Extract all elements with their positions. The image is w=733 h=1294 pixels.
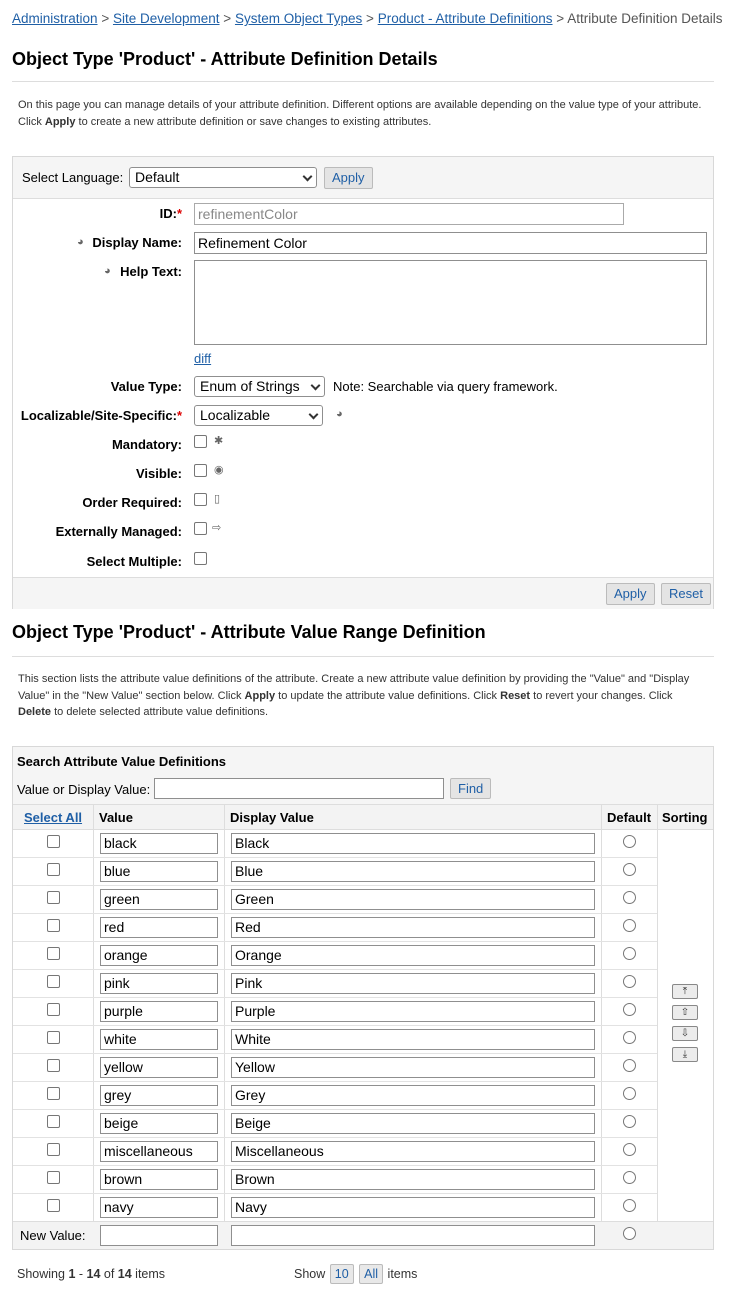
help-text-label: Help Text: — [120, 264, 182, 279]
row-divider — [13, 1193, 657, 1194]
reset-button[interactable]: Reset — [661, 583, 711, 605]
new-value-input[interactable] — [100, 1225, 218, 1246]
mandatory-checkbox[interactable] — [194, 435, 207, 448]
display-value-input[interactable]: Purple — [231, 1001, 595, 1022]
value-input[interactable]: brown — [100, 1169, 218, 1190]
display-value-input[interactable]: Navy — [231, 1197, 595, 1218]
description-bold: Apply — [44, 115, 76, 128]
display-value-input[interactable]: Miscellaneous — [231, 1141, 595, 1162]
value-input[interactable]: pink — [100, 973, 218, 994]
description-text: to create a new attribute definition or save changes to existing attributes. — [75, 115, 432, 128]
select-multiple-label: Select Multiple: — [86, 554, 182, 569]
row-divider — [13, 969, 657, 970]
row-select-checkbox[interactable] — [47, 863, 60, 876]
id-label — [160, 206, 182, 221]
value-type-label: Value Type: — [110, 379, 182, 394]
page-size-control — [294, 1264, 417, 1284]
row-select-checkbox[interactable] — [47, 919, 60, 932]
row-divider — [13, 1165, 657, 1166]
externally-managed-checkbox[interactable] — [194, 522, 207, 535]
required-mark: * — [176, 408, 182, 423]
description-bold: Reset — [500, 689, 531, 702]
default-radio[interactable] — [623, 1059, 636, 1072]
globe-icon: ◕ — [336, 408, 343, 420]
display-value-input[interactable]: Black — [231, 833, 595, 854]
default-radio[interactable] — [623, 891, 636, 904]
select-multiple-checkbox[interactable] — [194, 552, 207, 565]
id-label-text: ID: — [159, 206, 177, 221]
showing-text: Showing — [17, 1267, 69, 1281]
row-divider — [13, 913, 657, 914]
chevron-down-icon — [303, 172, 313, 182]
display-value-input[interactable]: Pink — [231, 973, 595, 994]
value-input[interactable]: grey — [100, 1085, 218, 1106]
range-divider — [12, 656, 714, 657]
localizable-select[interactable] — [194, 405, 323, 426]
visible-label: Visible: — [135, 466, 182, 481]
move-top-icon: ⤒ — [682, 986, 688, 997]
description-text: to delete selected attribute value definitions. — [51, 706, 269, 718]
row-divider — [13, 941, 657, 942]
new-value-label: New Value: — [20, 1228, 86, 1243]
search-label: Value or Display Value: — [17, 782, 151, 797]
display-value-input[interactable]: Yellow — [231, 1057, 595, 1078]
externally-managed-label: Externally Managed: — [55, 524, 182, 539]
range-description — [18, 671, 708, 721]
value-input[interactable]: blue — [100, 861, 218, 882]
column-header-default: Default — [607, 810, 652, 825]
column-divider — [93, 805, 94, 1249]
row-divider — [13, 1025, 657, 1026]
page-size-10-button[interactable]: 10 — [330, 1264, 354, 1284]
order-icon: ▯ — [214, 493, 221, 505]
eye-icon: ◉ — [214, 464, 224, 476]
search-section — [13, 747, 713, 805]
breadcrumb-separator: > — [101, 11, 110, 26]
order-required-label: Order Required: — [82, 495, 182, 510]
mandatory-label: Mandatory: — [111, 437, 182, 452]
default-radio[interactable] — [623, 1199, 636, 1212]
default-radio[interactable] — [623, 1115, 636, 1128]
value-type-note: Note: Searchable via query framework. — [333, 379, 558, 394]
display-value-input[interactable]: Grey — [231, 1085, 595, 1106]
description-text: This section lists the attribute value definitions of the attribute. Create a new attribute value definition by providing the "Value" and "Display Value" in the "New Value" section below. Click — [18, 673, 690, 702]
localizable-select-value: Localizable — [200, 407, 271, 423]
page-title: Object Type 'Product' - Attribute Definition Details — [12, 49, 438, 69]
value-input[interactable]: navy — [100, 1197, 218, 1218]
description-text: to revert your changes. Click — [530, 689, 673, 702]
value-type-select[interactable] — [194, 376, 325, 397]
display-value-input[interactable]: Brown — [231, 1169, 595, 1190]
search-title: Search Attribute Value Definitions — [17, 754, 227, 769]
language-select-value: Default — [135, 169, 180, 185]
description-bold: Delete — [18, 706, 52, 718]
details-description — [18, 97, 708, 130]
display-name-input[interactable]: Refinement Color — [194, 232, 707, 254]
display-value-input[interactable]: Orange — [231, 945, 595, 966]
default-radio[interactable] — [623, 947, 636, 960]
breadcrumb-administration[interactable]: Administration — [12, 11, 98, 26]
value-type-select-value: Enum of Strings — [200, 378, 300, 394]
display-value-input[interactable]: Blue — [231, 861, 595, 882]
value-input[interactable]: green — [100, 889, 218, 910]
range-title: Object Type 'Product' - Attribute Value Range Definition — [12, 622, 486, 642]
title-divider — [12, 81, 714, 82]
language-label: Select Language: — [22, 170, 124, 185]
default-radio[interactable] — [623, 1003, 636, 1016]
range-to: 14 — [86, 1267, 101, 1281]
display-value-input[interactable]: Red — [231, 917, 595, 938]
arrow-up-icon: ⇧ — [680, 1007, 690, 1018]
default-radio[interactable] — [623, 1171, 636, 1184]
breadcrumb-current: Attribute Definition Details — [567, 11, 723, 26]
row-select-checkbox[interactable] — [47, 1115, 60, 1128]
show-text: Show — [294, 1267, 326, 1281]
column-header-display-value: Display Value — [230, 810, 314, 825]
details-button-bar — [13, 577, 713, 609]
localizable-label — [21, 408, 182, 423]
move-bottom-icon: ⤓ — [682, 1049, 688, 1060]
items-suffix: items — [387, 1267, 418, 1281]
move-down-button[interactable] — [672, 1026, 698, 1041]
search-input[interactable] — [154, 778, 444, 799]
breadcrumb-separator: > — [366, 11, 374, 26]
breadcrumb-attribute-definitions[interactable]: Product - Attribute Definitions — [377, 11, 553, 26]
value-input[interactable]: yellow — [100, 1057, 218, 1078]
diff-link[interactable]: diff — [194, 351, 212, 366]
row-divider — [13, 1053, 657, 1054]
description-text: to update the attribute value definitions. Click — [275, 689, 501, 702]
apply-button[interactable]: Apply — [606, 583, 655, 605]
visible-checkbox[interactable] — [194, 464, 207, 477]
default-radio[interactable] — [623, 1031, 636, 1044]
row-divider — [13, 857, 657, 858]
range-from: 1 — [68, 1267, 76, 1281]
value-input[interactable]: purple — [100, 1001, 218, 1022]
row-select-checkbox[interactable] — [47, 1003, 60, 1016]
globe-icon: ◕ — [104, 265, 111, 277]
value-input[interactable]: beige — [100, 1113, 218, 1134]
value-input[interactable]: orange — [100, 945, 218, 966]
default-radio[interactable] — [623, 919, 636, 932]
row-divider — [13, 885, 657, 886]
new-display-value-input[interactable] — [231, 1225, 595, 1246]
id-input[interactable]: refinementColor — [194, 203, 624, 225]
globe-icon: ◕ — [77, 236, 84, 248]
items-text: items — [131, 1267, 166, 1281]
move-bottom-button[interactable] — [672, 1047, 698, 1062]
display-name-label: Display Name: — [92, 235, 182, 250]
default-radio[interactable] — [623, 1087, 636, 1100]
column-header-value: Value — [99, 810, 133, 825]
breadcrumb-separator: > — [223, 11, 232, 26]
breadcrumb — [12, 11, 727, 26]
row-select-checkbox[interactable] — [47, 891, 60, 904]
row-divider — [13, 1109, 657, 1110]
column-divider — [224, 805, 225, 1249]
breadcrumb-separator: > — [556, 11, 565, 26]
required-mark: * — [176, 206, 182, 221]
page-size-all-button[interactable]: All — [359, 1264, 383, 1284]
breadcrumb-site-development[interactable]: Site Development — [112, 11, 220, 26]
range-separator: - — [75, 1267, 87, 1281]
default-radio[interactable] — [623, 975, 636, 988]
new-default-radio[interactable] — [623, 1227, 636, 1240]
move-up-button[interactable] — [672, 1005, 698, 1020]
select-all-link[interactable]: Select All — [24, 810, 83, 825]
value-input[interactable]: white — [100, 1029, 218, 1050]
help-text-textarea[interactable] — [194, 260, 707, 345]
row-select-checkbox[interactable] — [47, 1087, 60, 1100]
display-value-input[interactable]: White — [231, 1029, 595, 1050]
find-button[interactable]: Find — [450, 778, 491, 799]
default-radio[interactable] — [623, 863, 636, 876]
row-select-checkbox[interactable] — [47, 975, 60, 988]
breadcrumb-system-object-types[interactable]: System Object Types — [234, 11, 363, 26]
pagination-summary — [17, 1267, 165, 1281]
row-select-checkbox[interactable] — [47, 835, 60, 848]
of-text: of — [100, 1267, 118, 1281]
asterisk-icon: ✱ — [214, 435, 224, 447]
localizable-label-text: Localizable/Site-Specific: — [20, 408, 177, 423]
description-bold: Apply — [244, 689, 276, 702]
external-icon: ⇨ — [212, 522, 222, 534]
language-select[interactable] — [129, 167, 317, 188]
default-radio[interactable] — [623, 835, 636, 848]
row-divider — [13, 1081, 657, 1082]
display-value-input[interactable]: Green — [231, 889, 595, 910]
value-input[interactable]: black — [100, 833, 218, 854]
column-header-sorting: Sorting — [662, 810, 708, 825]
row-select-checkbox[interactable] — [47, 947, 60, 960]
arrow-down-icon: ⇩ — [680, 1028, 690, 1039]
column-divider — [657, 805, 658, 1249]
row-select-checkbox[interactable] — [47, 1059, 60, 1072]
language-bar — [13, 157, 713, 199]
chevron-down-icon — [311, 381, 321, 391]
row-select-checkbox[interactable] — [47, 1199, 60, 1212]
row-select-checkbox[interactable] — [47, 1171, 60, 1184]
order-required-checkbox[interactable] — [194, 493, 207, 506]
total-count: 14 — [117, 1267, 132, 1281]
row-select-checkbox[interactable] — [47, 1143, 60, 1156]
row-divider — [13, 1137, 657, 1138]
value-input[interactable]: red — [100, 917, 218, 938]
chevron-down-icon — [309, 410, 319, 420]
description-text: On this page you can manage details of your attribute definition. Different options are available depending on the value type of your attribute. Click — [18, 99, 702, 128]
move-top-button[interactable] — [672, 984, 698, 999]
value-input[interactable]: miscellaneous — [100, 1141, 218, 1162]
default-radio[interactable] — [623, 1143, 636, 1156]
column-divider — [601, 805, 602, 1249]
row-divider — [13, 997, 657, 998]
language-apply-button[interactable]: Apply — [324, 167, 373, 189]
row-select-checkbox[interactable] — [47, 1031, 60, 1044]
display-value-input[interactable]: Beige — [231, 1113, 595, 1134]
